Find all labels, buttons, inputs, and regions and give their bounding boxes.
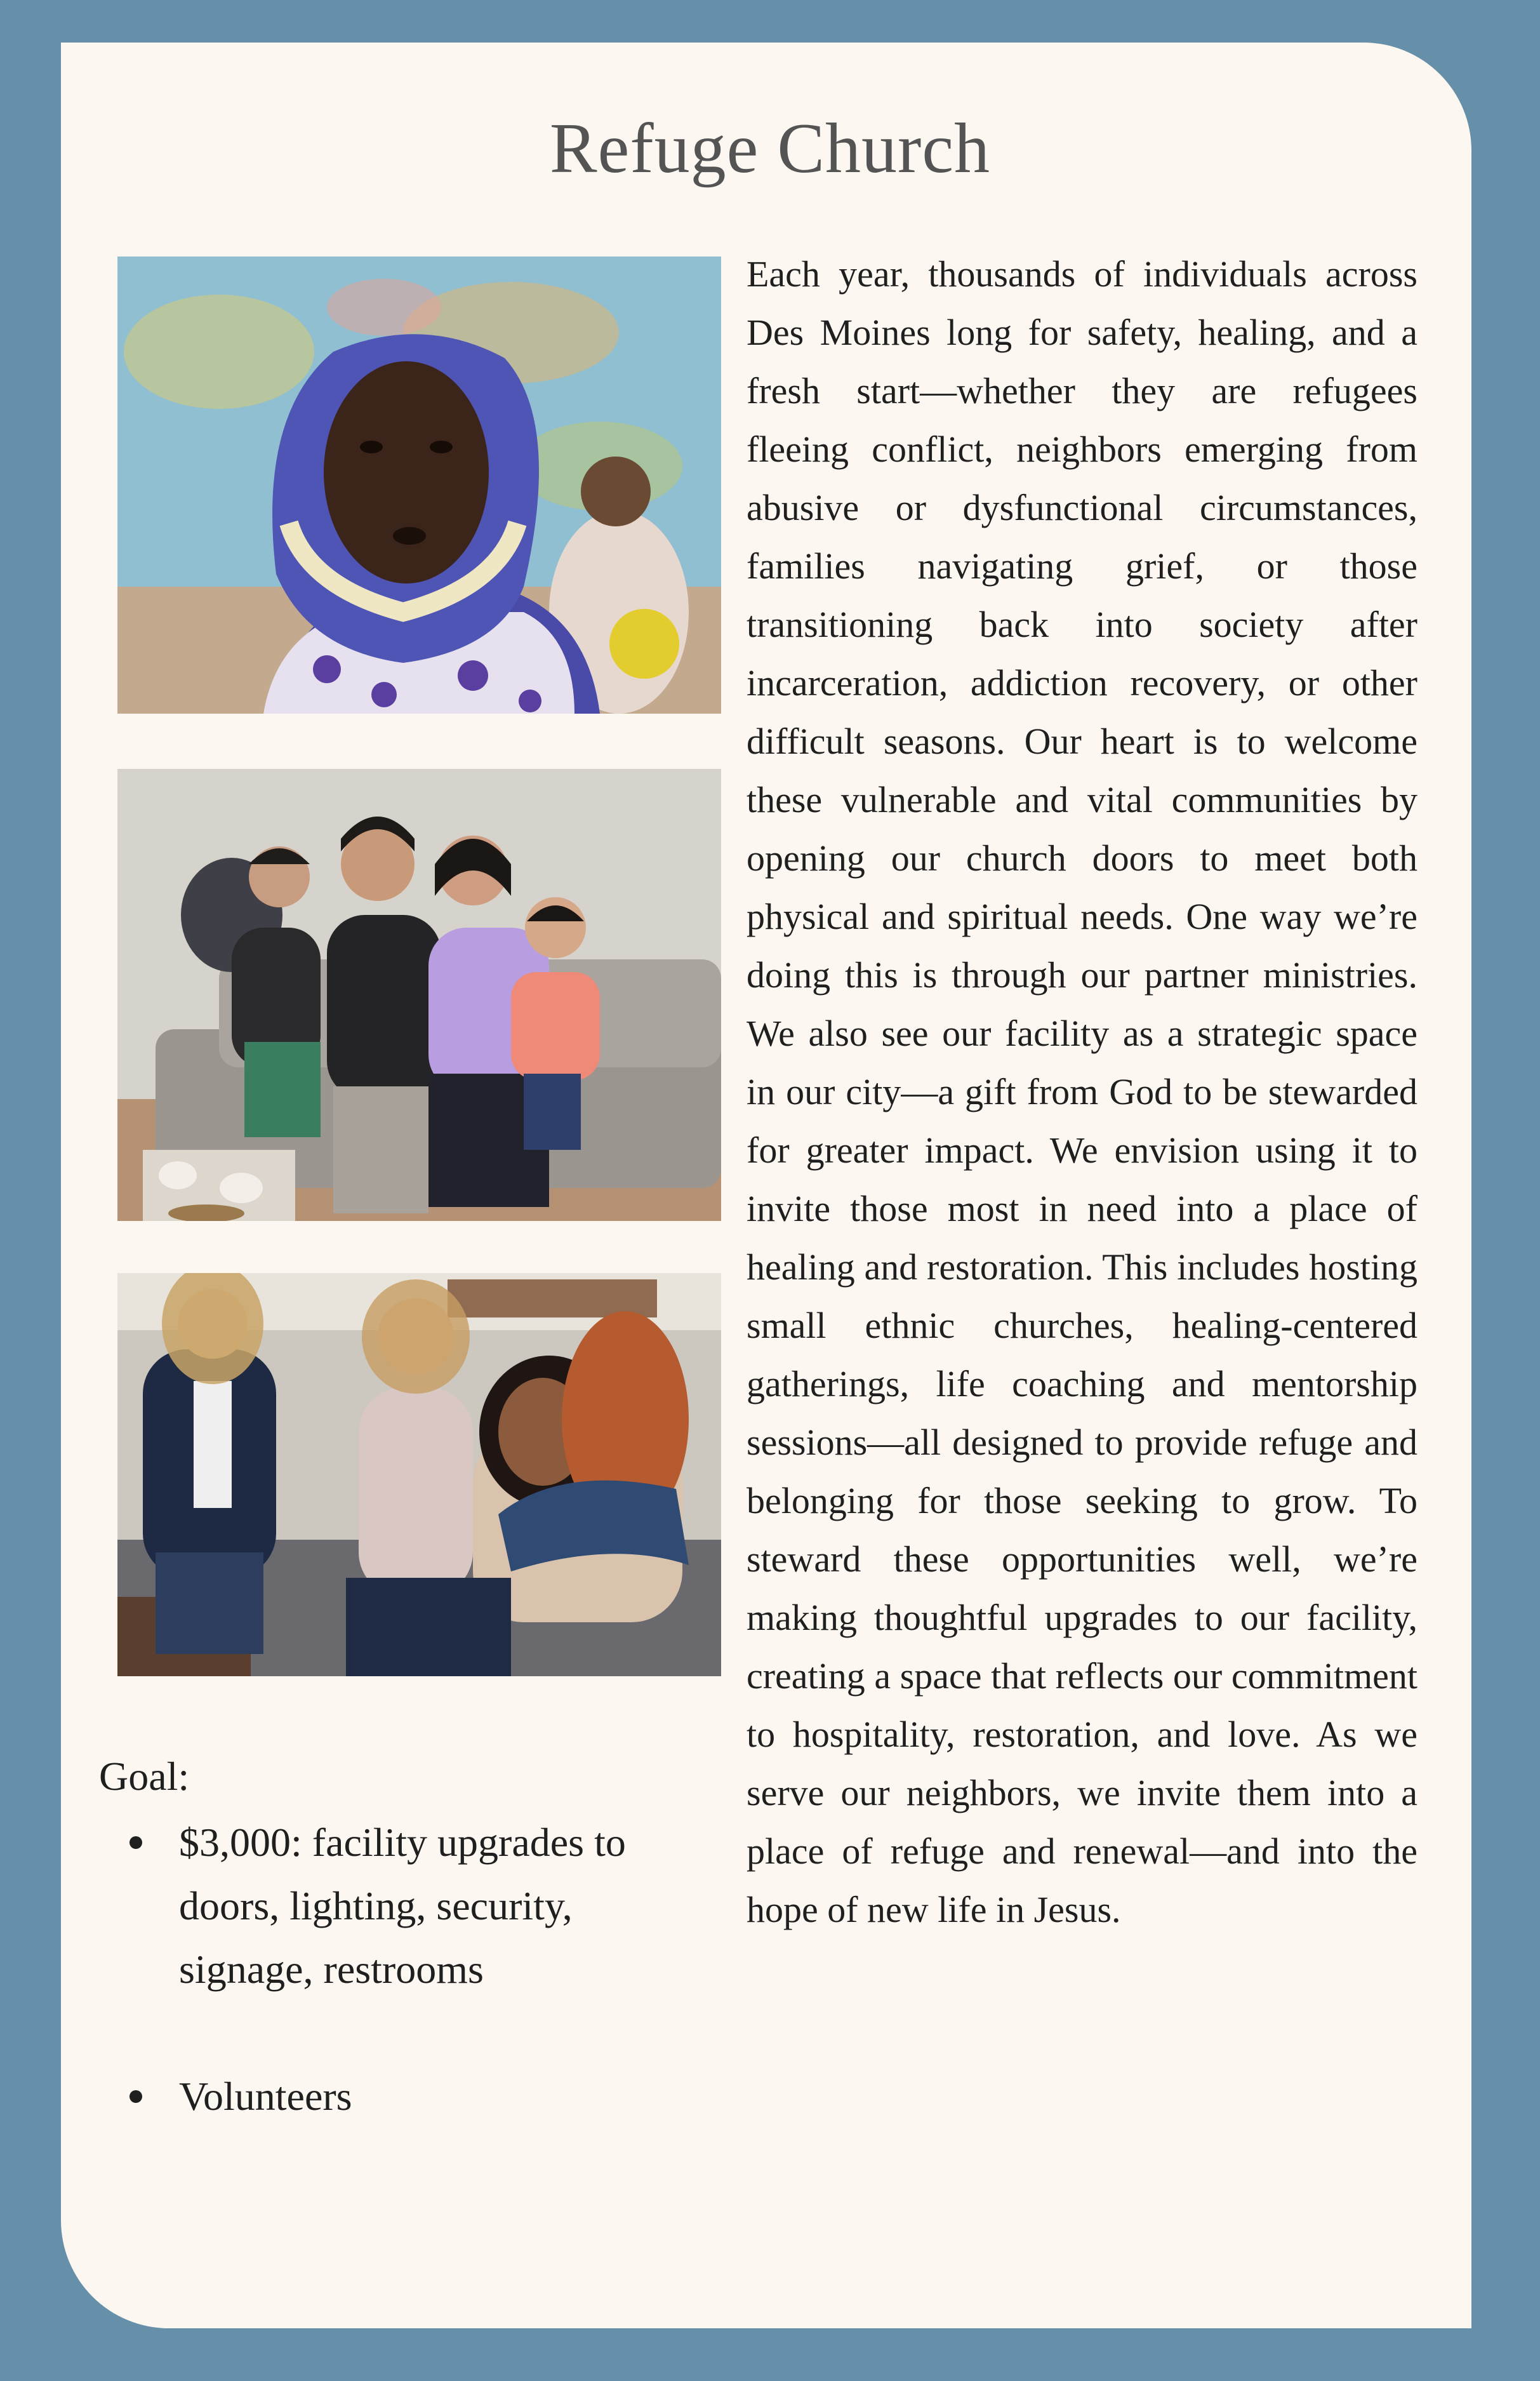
goal-list [99,1811,708,2128]
family-on-couch-photo [117,769,721,1221]
women-embracing-photo [117,1273,721,1676]
page-title: Refuge Church [549,109,991,188]
goal-label: Goal: [99,1754,190,1799]
description-paragraph: Each year, thousands of individuals across Des Moines long for safety, healing, and a fresh start—whether they are refugees fleeing conflict, neighbors emerging from abusive or dysfunctional circumstances, families navigating grief, or those transitioning back into society after incarceration, addiction recovery, or other difficult seasons. Our heart is to welcome these vulnerable and vital communities by opening our church doors to meet both physical and spiritual needs. One way we’re doing this is through our partner ministries. We also see our facility as a strategic space in our city—a gift from God to be stewarded for greater impact. We envision using it to invite those most in need into a place of healing and restoration. This includes hosting small ethnic churches, healing-centered gatherings, life coaching and mentorship sessions—all designed to provide refuge and belonging for those seeking to grow. To steward these opportunities well, we’re making thoughtful upgrades to our facility, creating a space that reflects our commitment to hospitality, restoration, and love. As we serve our neighbors, we invite them into a place of refuge and renewal—and into the hope of new life in Jesus. [747,253,1417,1930]
girl-in-headscarf-photo [117,257,721,714]
goal-item-facility-upgrades: $3,000: facility upgrades to doors, lighting, security, signage, restrooms [179,1811,708,2001]
goal-item-volunteers: Volunteers [179,2065,708,2128]
goal-section [99,1745,708,2128]
